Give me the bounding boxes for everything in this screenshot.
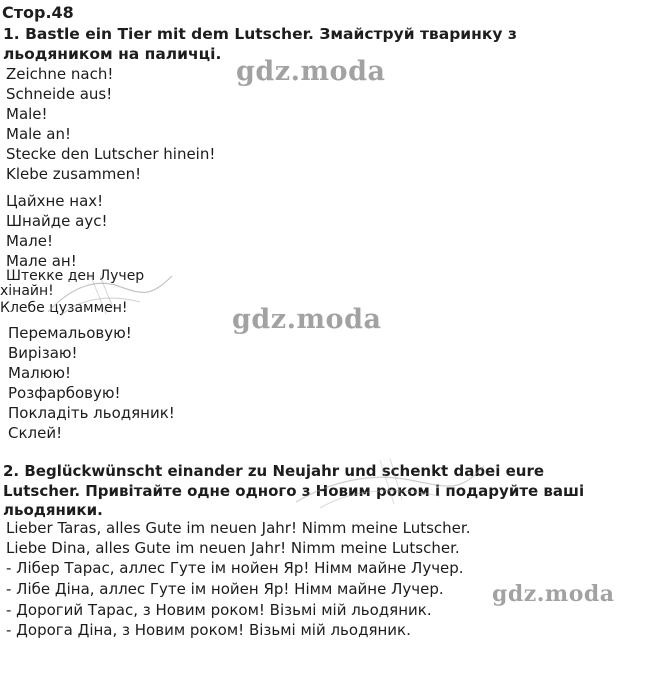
scribble-mark bbox=[290, 452, 490, 512]
german-line: Male an! bbox=[6, 125, 72, 143]
translation-line: Перемальовую! bbox=[8, 324, 132, 342]
dialog-line: - Лібер Тарас, аллес Гуте ім нойен Яр! Німм майне Лучер. bbox=[6, 559, 464, 577]
german-line: Schneide aus! bbox=[6, 85, 113, 103]
dialog-line: - Дорога Діна, з Новим роком! Візьмі мій льодяник. bbox=[6, 621, 411, 639]
watermark-logo: gdz.moda bbox=[232, 304, 382, 335]
german-line: Zeichne nach! bbox=[6, 65, 114, 83]
task2-title-line3: льодяники. bbox=[3, 501, 103, 519]
transcription-line: хінайн! bbox=[0, 283, 54, 299]
scribble-mark bbox=[40, 268, 180, 320]
translation-line: Розфарбовую! bbox=[8, 384, 121, 402]
german-line: Male! bbox=[6, 105, 48, 123]
transcription-line: Мале ан! bbox=[6, 252, 77, 270]
task1-title-line2: льодяником на паличці. bbox=[3, 45, 222, 63]
transcription-line: Клебе цузаммен! bbox=[0, 300, 128, 316]
dialog-line: - Дорогий Тарас, з Новим роком! Візьмі мій льодяник. bbox=[6, 601, 432, 619]
translation-line: Покладіть льодяник! bbox=[8, 404, 175, 422]
transcription-line: Мале! bbox=[6, 232, 53, 250]
dialog-line: Liebe Dina, alles Gute im neuen Jahr! Nimm meine Lutscher. bbox=[6, 539, 460, 557]
dialog-line: - Лібе Діна, аллес Гуте ім нойен Яр! Німм майне Лучер. bbox=[6, 580, 444, 598]
transcription-line: Штекке ден Лучер bbox=[6, 268, 145, 284]
german-line: Klebe zusammen! bbox=[6, 165, 142, 183]
transcription-line: Шнайде аус! bbox=[6, 212, 108, 230]
translation-line: Вирізаю! bbox=[8, 344, 78, 362]
transcription-line: Цайхне нах! bbox=[6, 192, 104, 210]
watermark-logo: gdz.moda bbox=[492, 581, 615, 607]
page-heading: Стор.48 bbox=[2, 3, 74, 22]
task2-title-line2: Lutscher. Привітайте одне одного з Новим роком і подаруйте ваші bbox=[3, 482, 585, 500]
watermark-logo: gdz.moda bbox=[236, 56, 386, 87]
german-line: Stecke den Lutscher hinein! bbox=[6, 145, 216, 163]
translation-line: Склей! bbox=[8, 424, 63, 442]
dialog-line: Lieber Taras, alles Gute im neuen Jahr! Nimm meine Lutscher. bbox=[6, 519, 471, 537]
translation-line: Малюю! bbox=[8, 364, 71, 382]
task1-title-line1: 1. Bastle ein Tier mit dem Lutscher. Змайструй тваринку з bbox=[3, 25, 517, 43]
task2-title-line1: 2. Beglückwünscht einander zu Neujahr und schenkt dabei eure bbox=[3, 462, 545, 480]
